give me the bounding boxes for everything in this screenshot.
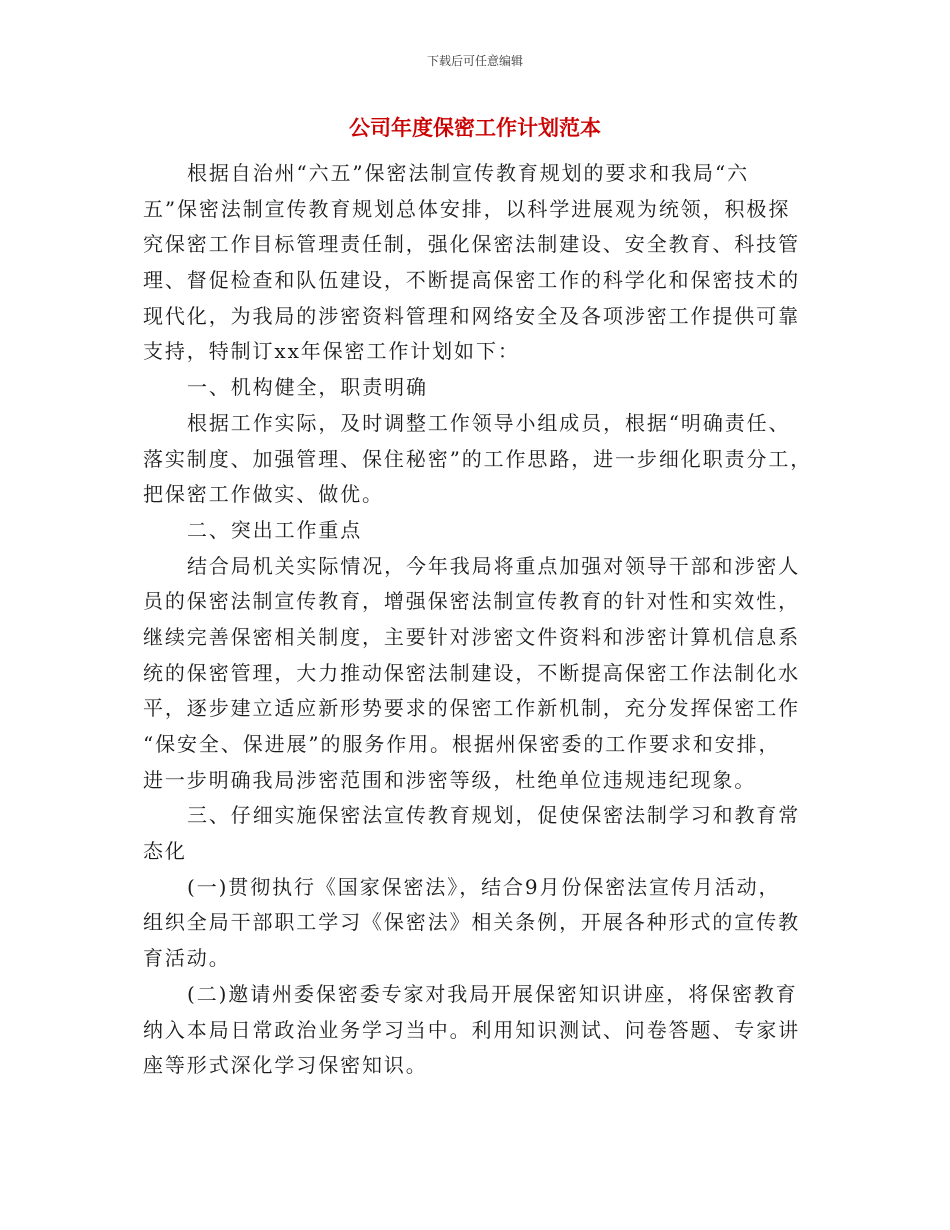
text-line: 纳入本局日常政治业务学习当中。利用知识测试、问卷答题、专家讲 bbox=[143, 1017, 800, 1042]
text-line: 现代化，为我局的涉密资料管理和网络安全及各项涉密工作提供可靠 bbox=[143, 303, 800, 328]
text-line: 组织全局干部职工学习《保密法》相关条例，开展各种形式的宣传教 bbox=[143, 910, 800, 935]
header-note: 下载后可任意编辑 bbox=[426, 54, 523, 68]
text-line: 座等形式深化学习保密知识。 bbox=[143, 1053, 428, 1078]
text-line: 三、仔细实施保密法宣传教育规划，促使保密法制学习和教育常 bbox=[187, 803, 801, 828]
text-line: 把保密工作做实、做优。 bbox=[143, 482, 384, 507]
document-body bbox=[143, 160, 813, 1088]
text-line: 育活动。 bbox=[143, 946, 231, 971]
text-line: 五”保密法制宣传教育规划总体安排，以科学进展观为统领，积极探 bbox=[143, 196, 791, 221]
document-title: 公司年度保密工作计划范本 bbox=[349, 116, 601, 140]
text-line: 一、机构健全，职责明确 bbox=[187, 375, 428, 400]
text-line: 二、突出工作重点 bbox=[187, 517, 363, 542]
text-line: 根据工作实际，及时调整工作领导小组成员，根据“明确责任、 bbox=[187, 410, 791, 435]
text-line: 理、督促检查和队伍建设，不断提高保密工作的科学化和保密技术的 bbox=[143, 268, 800, 293]
text-line: 支持，特制订xx年保密工作计划如下： bbox=[143, 339, 520, 364]
text-line: (二)邀请州委保密委专家对我局开展保密知识讲座，将保密教育 bbox=[187, 981, 798, 1006]
text-line: 继续完善保密相关制度，主要针对涉密文件资料和涉密计算机信息系 bbox=[143, 624, 800, 649]
text-line: 进一步明确我局涉密范围和涉密等级，杜绝单位违规违纪现象。 bbox=[143, 767, 757, 792]
text-line: 根据自治州“六五”保密法制宣传教育规划的要求和我局“六 bbox=[187, 161, 749, 185]
text-line: 结合局机关实际情况，今年我局将重点加强对领导干部和涉密人 bbox=[187, 553, 801, 578]
text-line: 统的保密管理，大力推动保密法制建设，不断提高保密工作法制化水 bbox=[143, 660, 800, 685]
text-line: (一)贯彻执行《国家保密法》，结合9月份保密法宣传月活动， bbox=[187, 874, 781, 899]
text-line: 落实制度、加强管理、保住秘密”的工作思路，进一步细化职责分工， bbox=[143, 446, 813, 471]
text-line: 员的保密法制宣传教育，增强保密法制宣传教育的针对性和实效性， bbox=[143, 589, 800, 614]
text-line: 平，逐步建立适应新形势要求的保密工作新机制，充分发挥保密工作 bbox=[143, 696, 800, 721]
text-line: 态化 bbox=[143, 839, 187, 864]
text-line: 究保密工作目标管理责任制，强化保密法制建设、安全教育、科技管 bbox=[143, 232, 800, 257]
text-line: “保安全、保进展”的服务作用。根据州保密委的工作要求和安排， bbox=[143, 732, 781, 756]
